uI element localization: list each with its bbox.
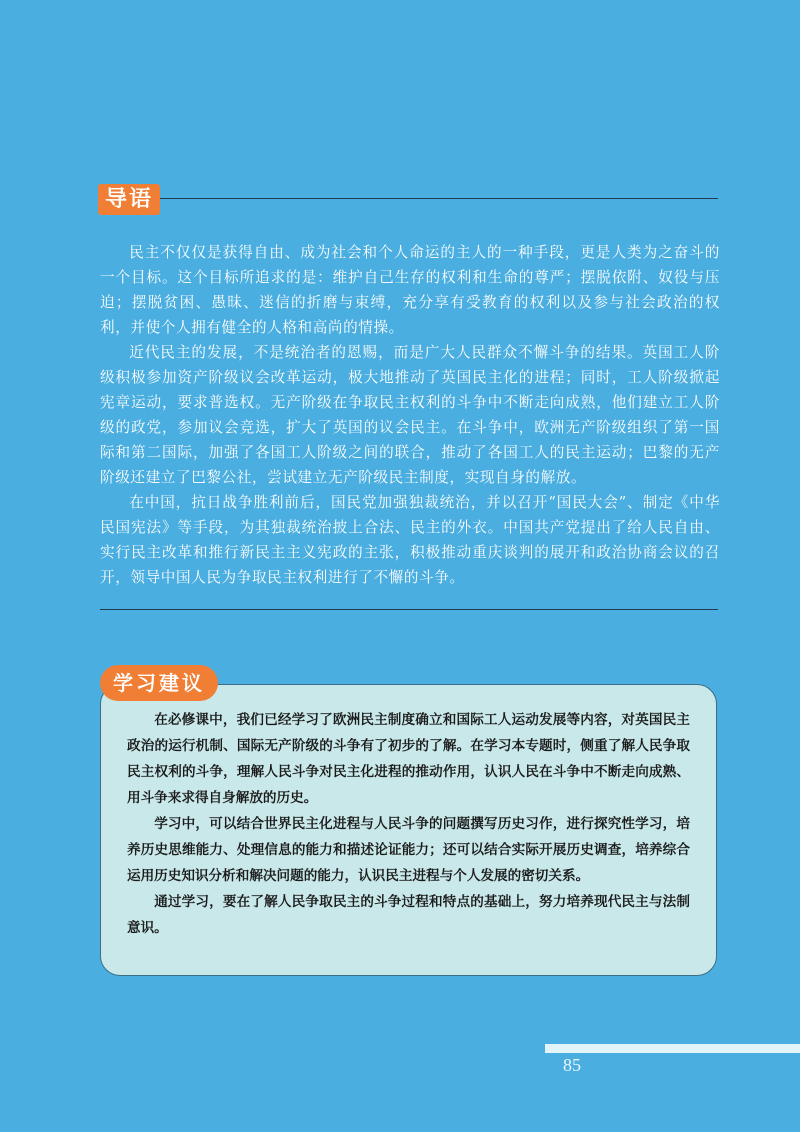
intro-divider: [160, 198, 718, 199]
intro-heading: 导语: [98, 184, 160, 215]
intro-paragraph-3: 在中国，抗日战争胜利前后，国民党加强独裁统治，并以召开“国民大会”、制定《中华民国宪法》等手段，为其独裁统治披上合法、民主的外衣。中国共产党提出了给人民自由、实行民主改革和推行新民主主义宪政的主张，积极推动重庆谈判的展开和政治协商会议的召开，领导中国人民为争取民主权利进行了不懈的斗争。: [100, 494, 720, 586]
intro-paragraph-2: 近代民主的发展，不是统治者的恩赐，而是广大人民群众不懈斗争的结果。英国工人阶级积极参加资产阶级议会改革运动，极大地推动了英国民主化的进程；同时，工人阶级掀起宪章运动，要求普选权。无产阶级在争取民主权利的斗争中不断走向成熟，他们建立工人阶级的政党，参加议会竞选，扩大了英国的议会民主。在斗争中，欧洲无产阶级组织了第一国际和第二国际，加强了各国工人阶级之间的联合，推动了各国工人的民主运动；巴黎的无产阶级还建立了巴黎公社，尝试建立无产阶级民主制度，实现自身的解放。: [100, 344, 720, 486]
advice-paragraph-1: 在必修课中，我们已经学习了欧洲民主制度确立和国际工人运动发展等内容，对英国民主政治的运行机制、国际无产阶级的斗争有了初步的了解。在学习本专题时，侧重了解人民争取民主权利的斗争，理解人民斗争对民主化进程的推动作用，认识人民在斗争中不断走向成熟、用斗争来求得自身解放的历史。: [127, 712, 690, 806]
study-advice-box: [100, 684, 717, 976]
intro-paragraph-1: 民主不仅仅是获得自由、成为社会和个人命运的主人的一种手段，更是人类为之奋斗的一个目标。这个目标所追求的是：维护自己生存的权利和生命的尊严；摆脱依附、奴役与压迫；摆脱贫困、愚昧、迷信的折磨与束缚，充分享有受教育的权利以及参与社会政治的权利，并使个人拥有健全的人格和高尚的情操。: [100, 244, 720, 336]
advice-paragraph-2: 学习中，可以结合世界民主化进程与人民斗争的问题撰写历史习作，进行探究性学习，培养历史思维能力、处理信息的能力和描述论证能力；还可以结合实际开展历史调查，培养综合运用历史知识分析和解决问题的能力，认识民主进程与个人发展的密切关系。: [127, 816, 690, 884]
intro-bottom-divider: [100, 609, 718, 610]
footer-bar: [545, 1044, 800, 1053]
study-advice-heading: 学习建议: [100, 665, 218, 701]
intro-body: [100, 240, 720, 590]
intro-header: [98, 184, 718, 216]
page-number: 85: [563, 1055, 581, 1075]
advice-paragraph-3: 通过学习，要在了解人民争取民主的斗争过程和特点的基础上，努力培养现代民主与法制意识。: [127, 894, 690, 936]
